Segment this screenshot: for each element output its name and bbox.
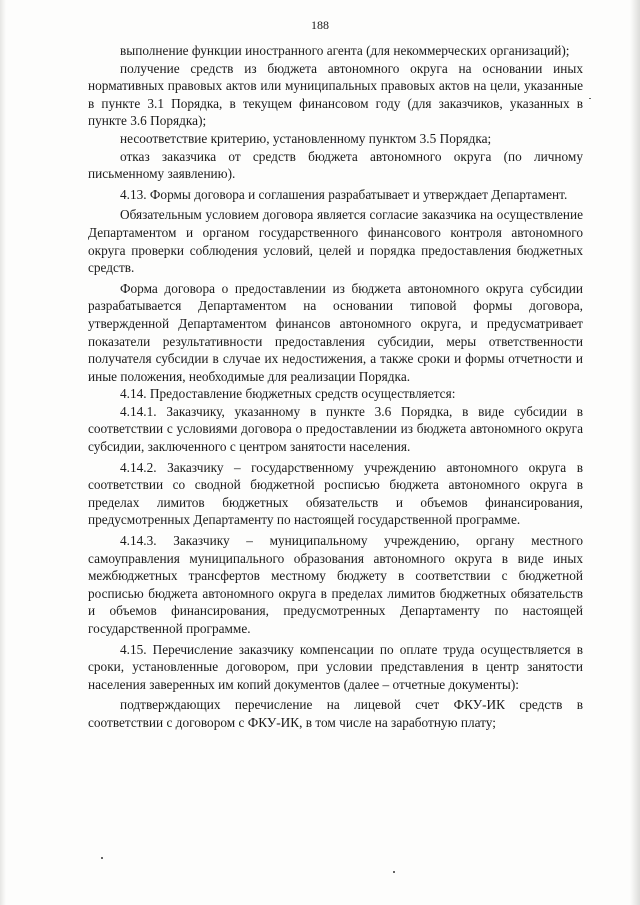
scan-speck	[393, 871, 395, 873]
paragraph-other-funding: получение средств из бюджета автономного округа на основании иных нормативных правовых актов или муниципальных правовых актов на цели, указанные в пункте 3.1 Порядка, в текущем финансовом году (для заказчиков, указанных в пункте 3.6 Порядка);	[88, 60, 583, 129]
paragraph-criterion-mismatch: несоответствие критерию, установленному пунктом 3.5 Порядка;	[120, 130, 492, 146]
paragraph-contract-form: Форма договора о предоставлении из бюджета автономного округа субсидии разрабатывается Департаментом на основании типовой формы договора, утвержденной Департаментом финансов автономного округа, и предусматривает показатели результативности предоставления субсидии, меры ответственности получателя субсидии в случае их недостижения, а также сроки и формы отчетности и иные положения, необходимые для реализации Порядка.	[88, 280, 583, 384]
page-number: 188	[311, 18, 329, 32]
paragraph-foreign-agent: выполнение функции иностранного агента (для некоммерческих организаций);	[120, 43, 570, 58]
paragraph-4-14-2: 4.14.2. Заказчику – государственному учреждению автономного округа в соответствии со сводной бюджетной росписью бюджета автономного округа в пределах лимитов бюджетных обязательств и объемов финансирования, предусмотренных Департаменту по настоящей государственной программе.	[88, 459, 583, 528]
paragraph-4-13: 4.13. Формы договора и соглашения разрабатывает и утверждает Департамент.	[120, 186, 568, 202]
scan-speck	[589, 98, 591, 99]
scan-edge-left	[0, 0, 6, 905]
scan-edge-right	[630, 0, 640, 905]
scan-speck	[101, 857, 103, 859]
document-body	[88, 42, 583, 732]
paragraph-4-14: 4.14. Предоставление бюджетных средств осуществляется:	[120, 386, 456, 402]
paragraph-4-14-3: 4.14.3. Заказчику – муниципальному учреждению, органу местного самоуправления муниципального образования автономного округа в виде иных межбюджетных трансфертов местному бюджету в соответствии с бюджетной росписью бюджета автономного округа в пределах лимитов бюджетных обязательств и объемов финансирования, предусмотренных Департаменту по настоящей государственной программе.	[88, 533, 583, 636]
paragraph-customer-refusal: отказ заказчика от средств бюджета автономного округа (по личному письменному заявлению).	[88, 148, 583, 182]
paragraph-4-15: 4.15. Перечисление заказчику компенсации по оплате труда осуществляется в сроки, установленные договором, при условии представления в центр занятости населения заверенных им копий документов (далее – отчетные документы):	[88, 641, 583, 692]
paragraph-4-14-1: 4.14.1. Заказчику, указанному в пункте 3.6 Порядка, в виде субсидии в соответствии с условиями договора о предоставлении из бюджета автономного округа субсидии, заключенного с центром занятости населения.	[88, 403, 583, 455]
paragraph-confirming-transfer: подтверждающих перечисление на лицевой счет ФКУ-ИК средств в соответствии с договором с ФКУ-ИК, в том числе на заработную плату;	[88, 697, 583, 730]
paragraph-mandatory-condition: Обязательным условием договора является согласие заказчика на осуществление Департаментом и органом государственного финансового контроля автономного округа проверки соблюдения условий, целей и порядка предоставления бюджетных средств.	[88, 207, 583, 276]
